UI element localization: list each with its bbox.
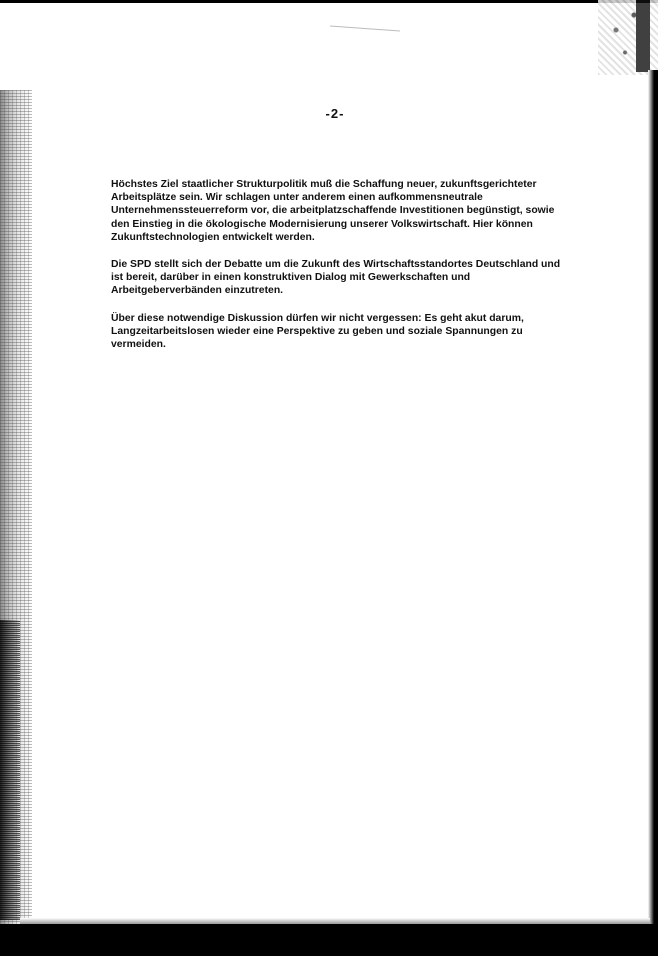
page-number: -2- bbox=[325, 106, 345, 121]
scan-left-dark-noise bbox=[0, 620, 20, 920]
paragraph-line: vermeiden. bbox=[111, 339, 166, 351]
paragraph-line: Arbeitgeberverbänden einzutreten. bbox=[111, 285, 284, 297]
scan-corner-artifact bbox=[598, 0, 658, 75]
paragraph-line: Zukunftstechnologien entwickelt werden. bbox=[111, 231, 315, 243]
body-text bbox=[111, 178, 566, 365]
paragraph-2 bbox=[111, 258, 566, 298]
scan-top-border bbox=[0, 0, 658, 3]
scan-streak bbox=[330, 26, 400, 32]
paragraph-line: Arbeitsplätze sein. Wir schlagen unter anderem einen aufkommensneutrale bbox=[111, 192, 483, 204]
paragraph-line: Höchstes Ziel staatlicher Strukturpolitik muß die Schaffung neuer, zukunftsgerichteter bbox=[111, 179, 537, 190]
paragraph-line: ist bereit, darüber in einen konstruktiven Dialog mit Gewerkschaften und bbox=[111, 272, 471, 284]
paragraph-line: Langzeitarbeitslosen wieder eine Perspektive zu geben und soziale Spannungen zu bbox=[111, 325, 523, 337]
scan-bottom-border bbox=[0, 924, 658, 956]
paragraph-3 bbox=[111, 312, 566, 352]
paragraph-line: Die SPD stellt sich der Debatte um die Zukunft des Wirtschaftsstandortes Deutschland und bbox=[111, 259, 561, 271]
paragraph-line: Über diese notwendige Diskussion dürfen wir nicht vergessen: Es geht akut darum, bbox=[111, 312, 524, 324]
paragraph-line: den Einstieg in die ökologische Modernisierung unserer Volkswirtschaft. Hier können bbox=[111, 218, 533, 230]
paragraph-line: Unternehmenssteuerreform vor, die arbeitplatzschaffende Investitionen begünstigt, sowie bbox=[111, 205, 555, 217]
paragraph-1 bbox=[111, 178, 566, 244]
scan-right-border bbox=[648, 70, 658, 956]
